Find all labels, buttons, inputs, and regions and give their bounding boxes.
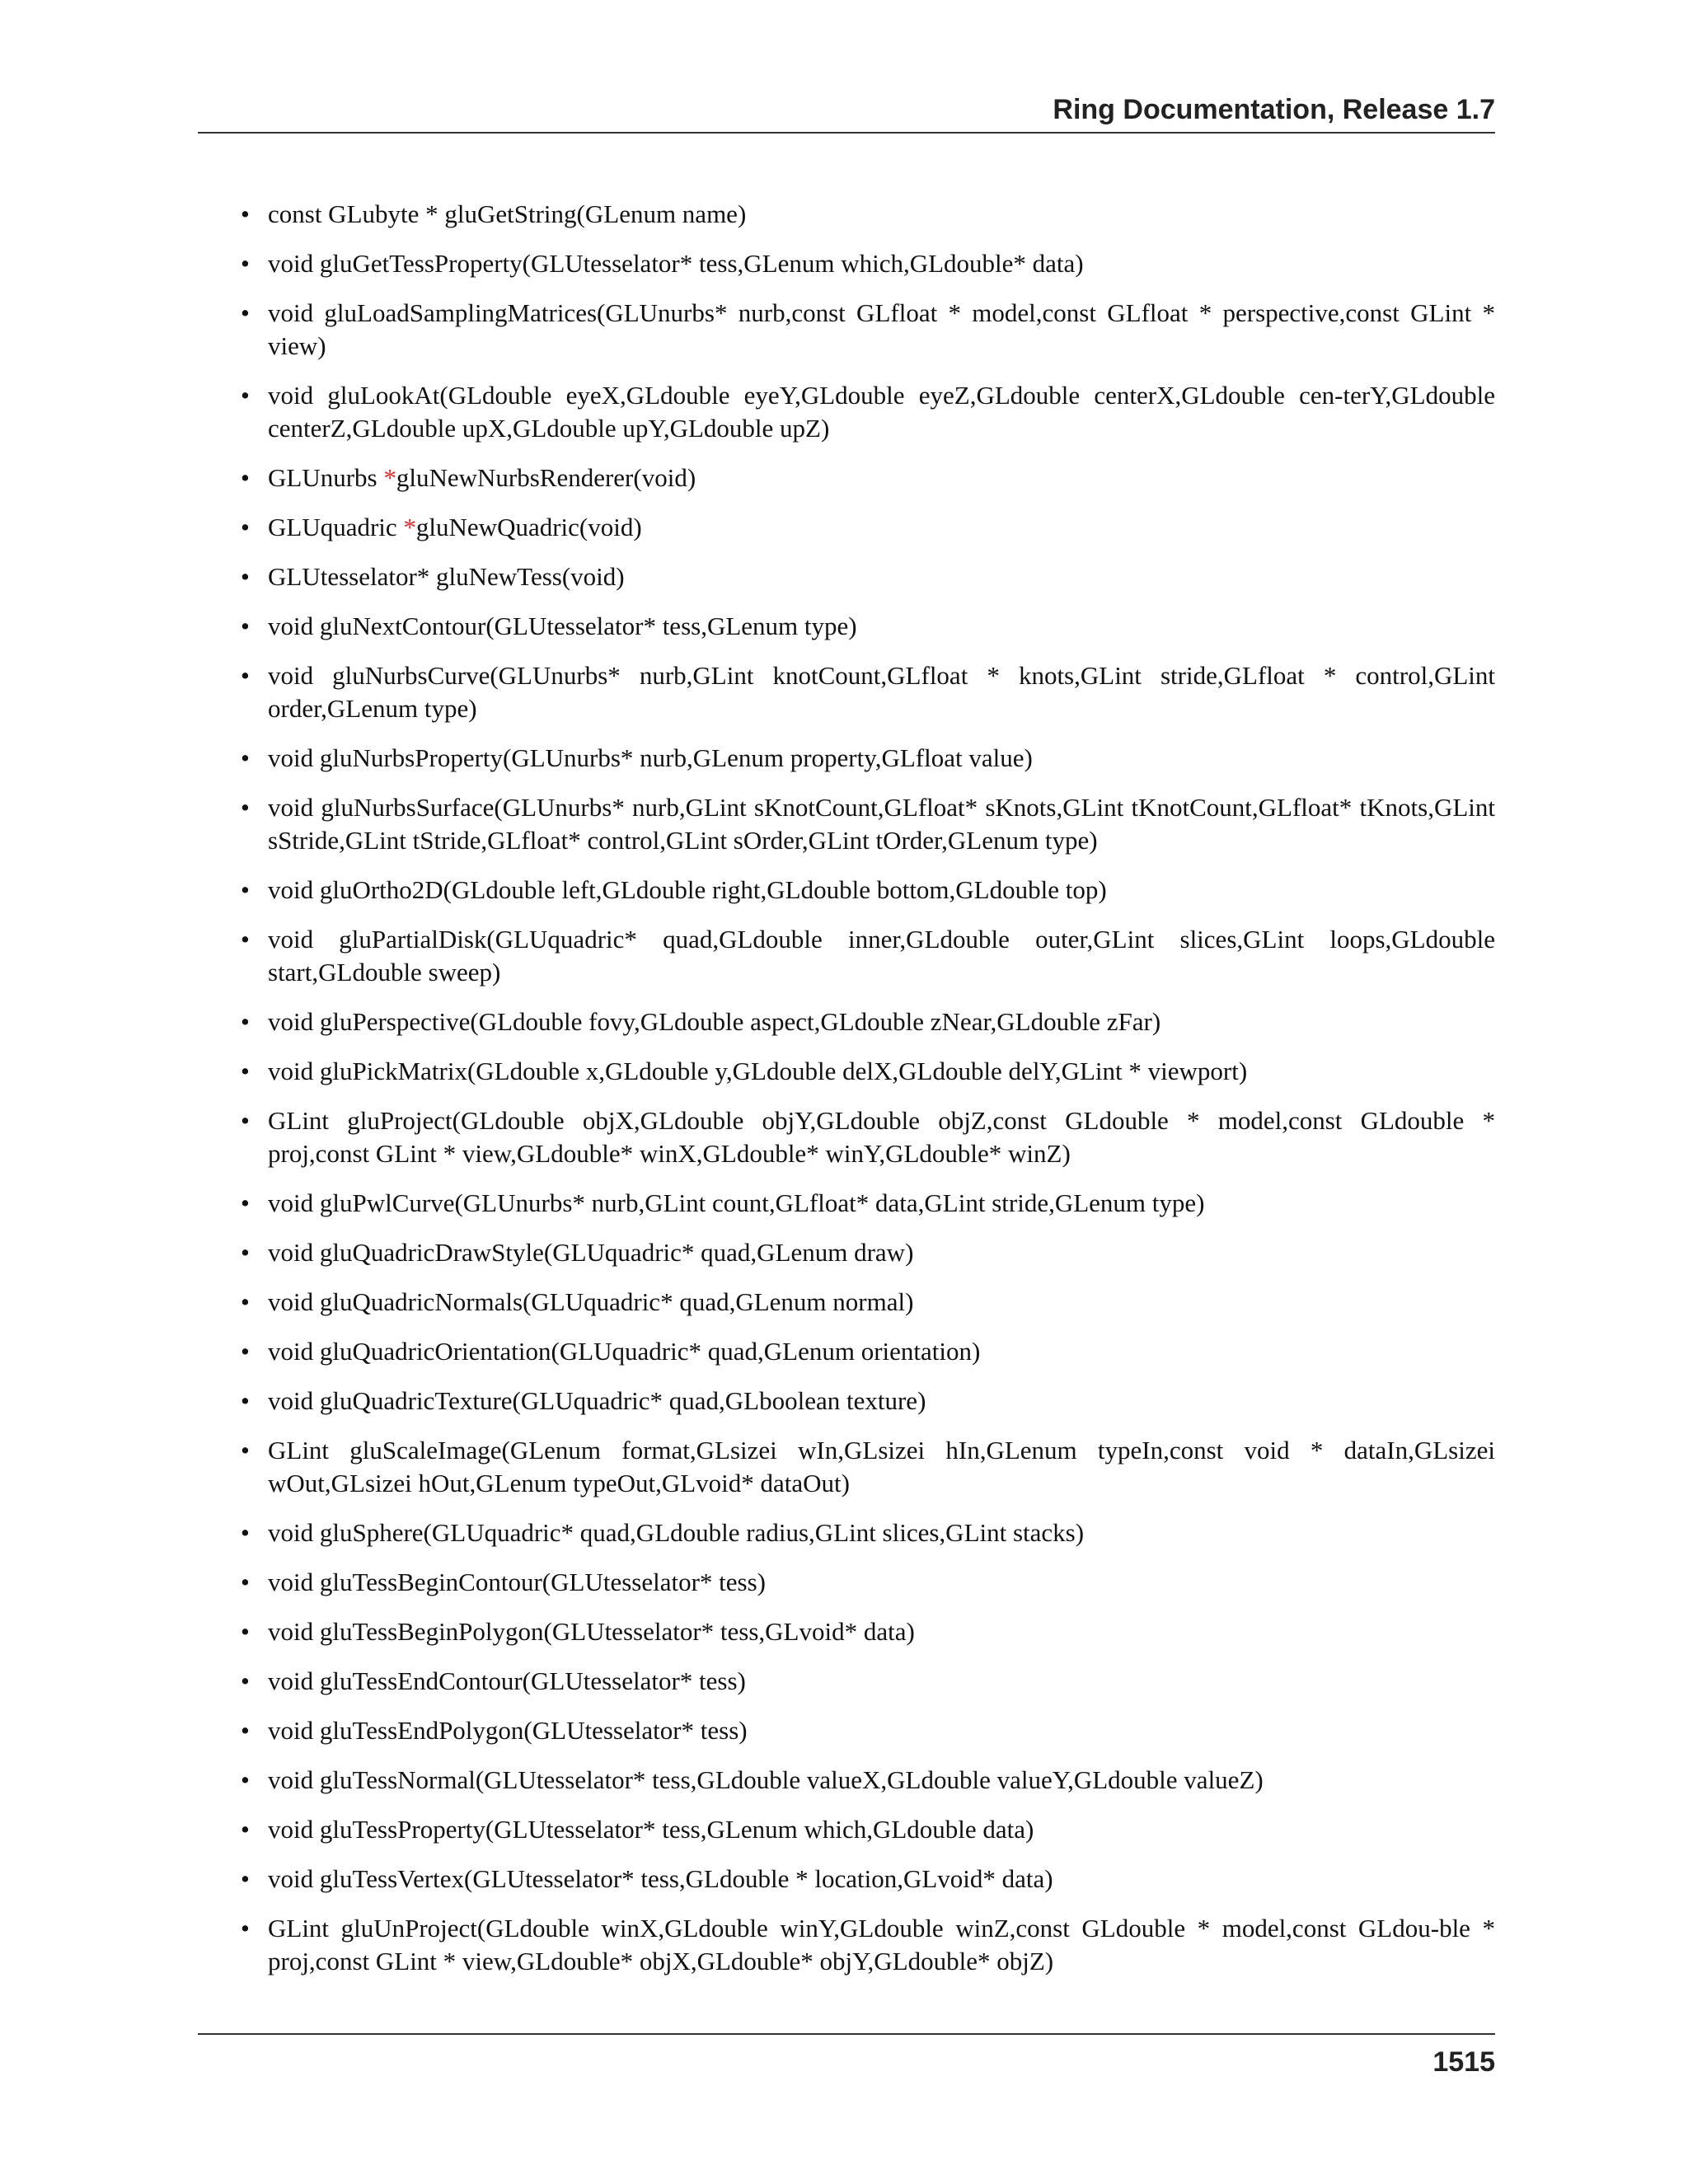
function-signature: void gluLoadSamplingMatrices(GLUnurbs* nurb,const GLfloat * model,const GLfloat * perspective,const GLint * view)	[268, 298, 1495, 360]
function-signature: void gluTessVertex(GLUtesselator* tess,GLdouble * location,GLvoid* data)	[268, 1864, 1053, 1893]
bullet-icon: •	[241, 612, 250, 640]
list-item	[198, 1055, 1495, 1088]
bullet-icon: •	[241, 1106, 250, 1135]
list-item	[198, 560, 1495, 593]
bullet-icon: •	[241, 1436, 250, 1465]
list-item	[198, 1516, 1495, 1549]
list-item	[198, 1236, 1495, 1269]
function-signature: void gluSphere(GLUquadric* quad,GLdouble radius,GLint slices,GLint stacks)	[268, 1518, 1085, 1547]
bullet-icon: •	[241, 1568, 250, 1596]
list-item	[198, 1912, 1495, 1978]
function-signature: void gluQuadricNormals(GLUquadric* quad,GLenum normal)	[268, 1287, 914, 1316]
bullet-icon: •	[241, 298, 250, 327]
bullet-icon: •	[241, 793, 250, 822]
return-type: GLUquadric	[268, 513, 404, 541]
list-item	[198, 1566, 1495, 1599]
list-item	[198, 742, 1495, 775]
bullet-icon: •	[241, 1057, 250, 1085]
bullet-icon: •	[241, 562, 250, 591]
list-item	[198, 1286, 1495, 1319]
bullet-icon: •	[241, 1716, 250, 1745]
list-item	[198, 247, 1495, 280]
list-item	[198, 511, 1495, 544]
bullet-icon: •	[241, 1815, 250, 1844]
function-signature: const GLubyte * gluGetString(GLenum name)	[268, 199, 747, 228]
function-signature: GLUtesselator* gluNewTess(void)	[268, 562, 625, 591]
function-signature: void gluPwlCurve(GLUnurbs* nurb,GLint count,GLfloat* data,GLint stride,GLenum type)	[268, 1188, 1205, 1217]
function-signature: void gluTessProperty(GLUtesselator* tess,GLenum which,GLdouble data)	[268, 1815, 1034, 1844]
bullet-icon: •	[241, 875, 250, 904]
function-signature: GLint gluProject(GLdouble objX,GLdouble objY,GLdouble objZ,const GLdouble * model,const GLdouble * proj,const GLint * view,GLdouble* winX,GLdouble* winY,GLdouble* winZ)	[268, 1106, 1495, 1168]
bullet-icon: •	[241, 1765, 250, 1794]
bullet-icon: •	[241, 1666, 250, 1695]
page-footer	[198, 2033, 1495, 2078]
function-signature: void gluTessEndContour(GLUtesselator* tess)	[268, 1666, 746, 1695]
bullet-icon: •	[241, 1337, 250, 1366]
list-item	[198, 1714, 1495, 1747]
list-item	[198, 874, 1495, 907]
bullet-icon: •	[241, 513, 250, 541]
bullet-icon: •	[241, 925, 250, 954]
return-type: GLUnurbs	[268, 463, 384, 492]
function-signature: void gluLookAt(GLdouble eyeX,GLdouble eyeY,GLdouble eyeZ,GLdouble centerX,GLdouble cen-terY,GLdouble centerZ,GLdouble upX,GLdouble upY,GLdouble upZ)	[268, 381, 1495, 443]
function-signature: void gluQuadricOrientation(GLUquadric* quad,GLenum orientation)	[268, 1337, 981, 1366]
list-item	[198, 1863, 1495, 1896]
function-signature: void gluTessEndPolygon(GLUtesselator* tess)	[268, 1716, 748, 1745]
bullet-icon: •	[241, 1287, 250, 1316]
api-function-list-section	[198, 198, 1495, 1994]
bullet-icon: •	[241, 381, 250, 410]
bullet-icon: •	[241, 1617, 250, 1646]
function-signature: void gluNextContour(GLUtesselator* tess,GLenum type)	[268, 612, 857, 640]
function-signature: void gluTessBeginContour(GLUtesselator* tess)	[268, 1568, 766, 1596]
function-name: gluNewQuadric(void)	[415, 513, 642, 541]
bullet-icon: •	[241, 1386, 250, 1415]
function-signature: void gluNurbsProperty(GLUnurbs* nurb,GLenum property,GLfloat value)	[268, 743, 1033, 772]
list-item	[198, 297, 1495, 363]
list-item	[198, 791, 1495, 857]
page-number: 1515	[1432, 2046, 1495, 2078]
list-item	[198, 1615, 1495, 1648]
list-item	[198, 659, 1495, 725]
list-item	[198, 1434, 1495, 1500]
list-item	[198, 1385, 1495, 1418]
function-signature: void gluQuadricTexture(GLUquadric* quad,GLboolean texture)	[268, 1386, 926, 1415]
bullet-icon: •	[241, 1518, 250, 1547]
list-item	[198, 1665, 1495, 1698]
bullet-icon: •	[241, 463, 250, 492]
list-item	[198, 923, 1495, 989]
api-function-list	[198, 198, 1495, 1978]
bullet-icon: •	[241, 661, 250, 690]
function-signature: void gluPickMatrix(GLdouble x,GLdouble y,GLdouble delX,GLdouble delY,GLint * viewport)	[268, 1057, 1248, 1085]
list-item	[198, 1104, 1495, 1170]
document-title: Ring Documentation, Release 1.7	[1053, 94, 1495, 125]
list-item	[198, 1813, 1495, 1846]
page-header	[198, 89, 1495, 134]
bullet-icon: •	[241, 199, 250, 228]
list-item	[198, 462, 1495, 494]
pointer-star-marker: *	[383, 463, 396, 492]
function-signature: void gluQuadricDrawStyle(GLUquadric* quad,GLenum draw)	[268, 1238, 914, 1267]
list-item	[198, 379, 1495, 445]
function-signature: void gluTessBeginPolygon(GLUtesselator* tess,GLvoid* data)	[268, 1617, 915, 1646]
list-item	[198, 198, 1495, 231]
bullet-icon: •	[241, 743, 250, 772]
function-signature: GLint gluUnProject(GLdouble winX,GLdouble winY,GLdouble winZ,const GLdouble * model,const GLdou-ble * proj,const GLint * view,GLdouble* objX,GLdouble* objY,GLdouble* objZ)	[268, 1914, 1495, 1975]
function-signature: void gluPerspective(GLdouble fovy,GLdouble aspect,GLdouble zNear,GLdouble zFar)	[268, 1007, 1161, 1036]
bullet-icon: •	[241, 1007, 250, 1036]
function-signature: GLint gluScaleImage(GLenum format,GLsizei wIn,GLsizei hIn,GLenum typeIn,const void * dataIn,GLsizei wOut,GLsizei hOut,GLenum typeOut,GLvoid* dataOut)	[268, 1436, 1495, 1497]
pointer-star-marker: *	[403, 513, 416, 541]
list-item	[198, 1187, 1495, 1220]
function-signature: void gluGetTessProperty(GLUtesselator* tess,GLenum which,GLdouble* data)	[268, 249, 1084, 278]
bullet-icon: •	[241, 1914, 250, 1943]
list-item	[198, 1764, 1495, 1797]
bullet-icon: •	[241, 249, 250, 278]
function-signature: void gluOrtho2D(GLdouble left,GLdouble right,GLdouble bottom,GLdouble top)	[268, 875, 1107, 904]
list-item	[198, 1005, 1495, 1038]
bullet-icon: •	[241, 1238, 250, 1267]
list-item	[198, 1335, 1495, 1368]
function-signature: void gluTessNormal(GLUtesselator* tess,GLdouble valueX,GLdouble valueY,GLdouble valueZ)	[268, 1765, 1264, 1794]
function-signature: void gluNurbsSurface(GLUnurbs* nurb,GLint sKnotCount,GLfloat* sKnots,GLint tKnotCount,GLfloat* tKnots,GLint sStride,GLint tStride,GLfloat* control,GLint sOrder,GLint tOrder,GLenum type)	[268, 793, 1495, 855]
bullet-icon: •	[241, 1864, 250, 1893]
bullet-icon: •	[241, 1188, 250, 1217]
function-name: gluNewNurbsRenderer(void)	[396, 463, 696, 492]
function-signature: void gluPartialDisk(GLUquadric* quad,GLdouble inner,GLdouble outer,GLint slices,GLint loops,GLdouble start,GLdouble sweep)	[268, 925, 1495, 987]
function-signature: void gluNurbsCurve(GLUnurbs* nurb,GLint knotCount,GLfloat * knots,GLint stride,GLfloat * control,GLint order,GLenum type)	[268, 661, 1495, 723]
list-item	[198, 610, 1495, 643]
